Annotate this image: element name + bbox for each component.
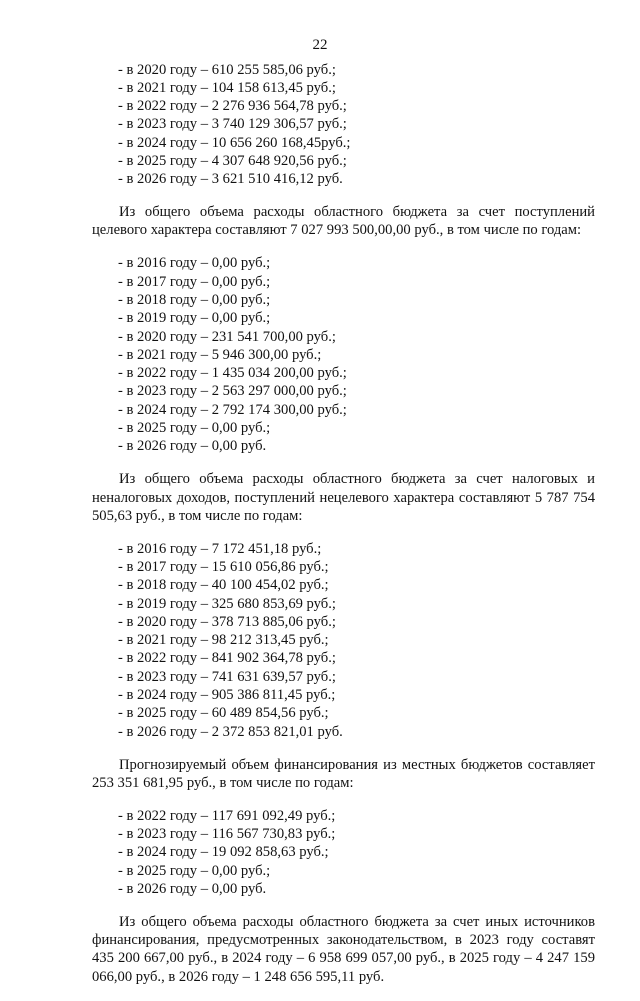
- list-item: - в 2016 году – 0,00 руб.;: [118, 255, 271, 272]
- list-item: - в 2025 году – 0,00 руб.;: [118, 862, 271, 879]
- list-item: - в 2020 году – 378 713 885,06 руб.;: [118, 613, 336, 630]
- list-item: - в 2025 году – 60 489 854,56 руб.;: [118, 705, 329, 722]
- list-item: - в 2025 году – 4 307 648 920,56 руб.;: [118, 152, 347, 169]
- document-body: [92, 61, 595, 1001]
- list-item: - в 2020 году – 610 255 585,06 руб.;: [118, 61, 336, 78]
- list-item: - в 2026 году – 0,00 руб.: [118, 438, 267, 455]
- list-item: - в 2017 году – 0,00 руб.;: [118, 273, 271, 290]
- list-item: - в 2021 году – 5 946 300,00 руб.;: [118, 346, 322, 363]
- paragraph-local-budgets: Прогнозируемый объем финансирования из местных бюджетов составляет 253 351 681,95 руб., в том числе по годам:: [92, 756, 595, 791]
- list-item: - в 2016 году – 7 172 451,18 руб.;: [118, 540, 322, 557]
- list-item: - в 2026 году – 3 621 510 416,12 руб.: [118, 171, 343, 188]
- list-item: - в 2019 году – 0,00 руб.;: [118, 310, 271, 327]
- list-item: - в 2021 году – 104 158 613,45 руб.;: [118, 79, 336, 96]
- paragraph-tax-revenues: Из общего объема расходы областного бюджета за счет налоговых и неналоговых доходов, поступлений нецелевого характера составляют 5 787 754 505,63 руб., в том числе по годам:: [92, 471, 595, 524]
- list-item: - в 2018 году – 0,00 руб.;: [118, 291, 271, 308]
- list-item: - в 2022 году – 2 276 936 564,78 руб.;: [118, 98, 347, 115]
- list-item: - в 2022 году – 841 902 364,78 руб.;: [118, 650, 336, 667]
- list-item: - в 2024 году – 905 386 811,45 руб.;: [118, 687, 336, 704]
- list-item: - в 2024 году – 19 092 858,63 руб.;: [118, 844, 329, 861]
- list-item: - в 2020 году – 231 541 700,00 руб.;: [118, 328, 336, 345]
- list-item: - в 2022 году – 1 435 034 200,00 руб.;: [118, 365, 347, 382]
- list-item: - в 2023 году – 3 740 129 306,57 руб.;: [118, 116, 347, 133]
- paragraph-targeted-receipts: Из общего объема расходы областного бюджета за счет поступлений целевого характера составляют 7 027 993 500,00,00 руб., в том числе по годам:: [92, 204, 595, 239]
- list-item: - в 2024 году – 2 792 174 300,00 руб.;: [118, 401, 347, 418]
- list-item: - в 2023 году – 116 567 730,83 руб.;: [118, 826, 336, 843]
- list-item: - в 2019 году – 325 680 853,69 руб.;: [118, 595, 336, 612]
- list-item: - в 2018 году – 40 100 454,02 руб.;: [118, 577, 329, 594]
- list-targeted-receipts: [92, 254, 595, 455]
- list-item: - в 2024 году – 10 656 260 168,45руб.;: [118, 134, 351, 151]
- list-local-budgets: [92, 807, 595, 898]
- page-number: 22: [312, 37, 328, 53]
- list-item: - в 2026 году – 0,00 руб.: [118, 880, 267, 897]
- paragraph-other-sources: Из общего объема расходы областного бюджета за счет иных источников финансирования, предусмотренных законодательством, в 2023 году составят 435 200 667,00 руб., в 2024 году – 6 958 699 057,00 руб., в 2025 году – 4 247 159 066,00 руб., в 2026 году – 1 248 656 595,11 руб.: [92, 913, 595, 985]
- list-item: - в 2021 году – 98 212 313,45 руб.;: [118, 632, 329, 649]
- list-item: - в 2017 году – 15 610 056,86 руб.;: [118, 559, 329, 575]
- list-item: - в 2022 году – 117 691 092,49 руб.;: [118, 807, 336, 824]
- list-2020-2026-totals: [92, 61, 595, 189]
- list-item: - в 2023 году – 741 631 639,57 руб.;: [118, 668, 336, 685]
- list-tax-revenues: [92, 540, 595, 741]
- list-item: - в 2025 году – 0,00 руб.;: [118, 420, 271, 437]
- list-item: - в 2023 году – 2 563 297 000,00 руб.;: [118, 383, 347, 400]
- list-item: - в 2026 году – 2 372 853 821,01 руб.: [118, 723, 343, 740]
